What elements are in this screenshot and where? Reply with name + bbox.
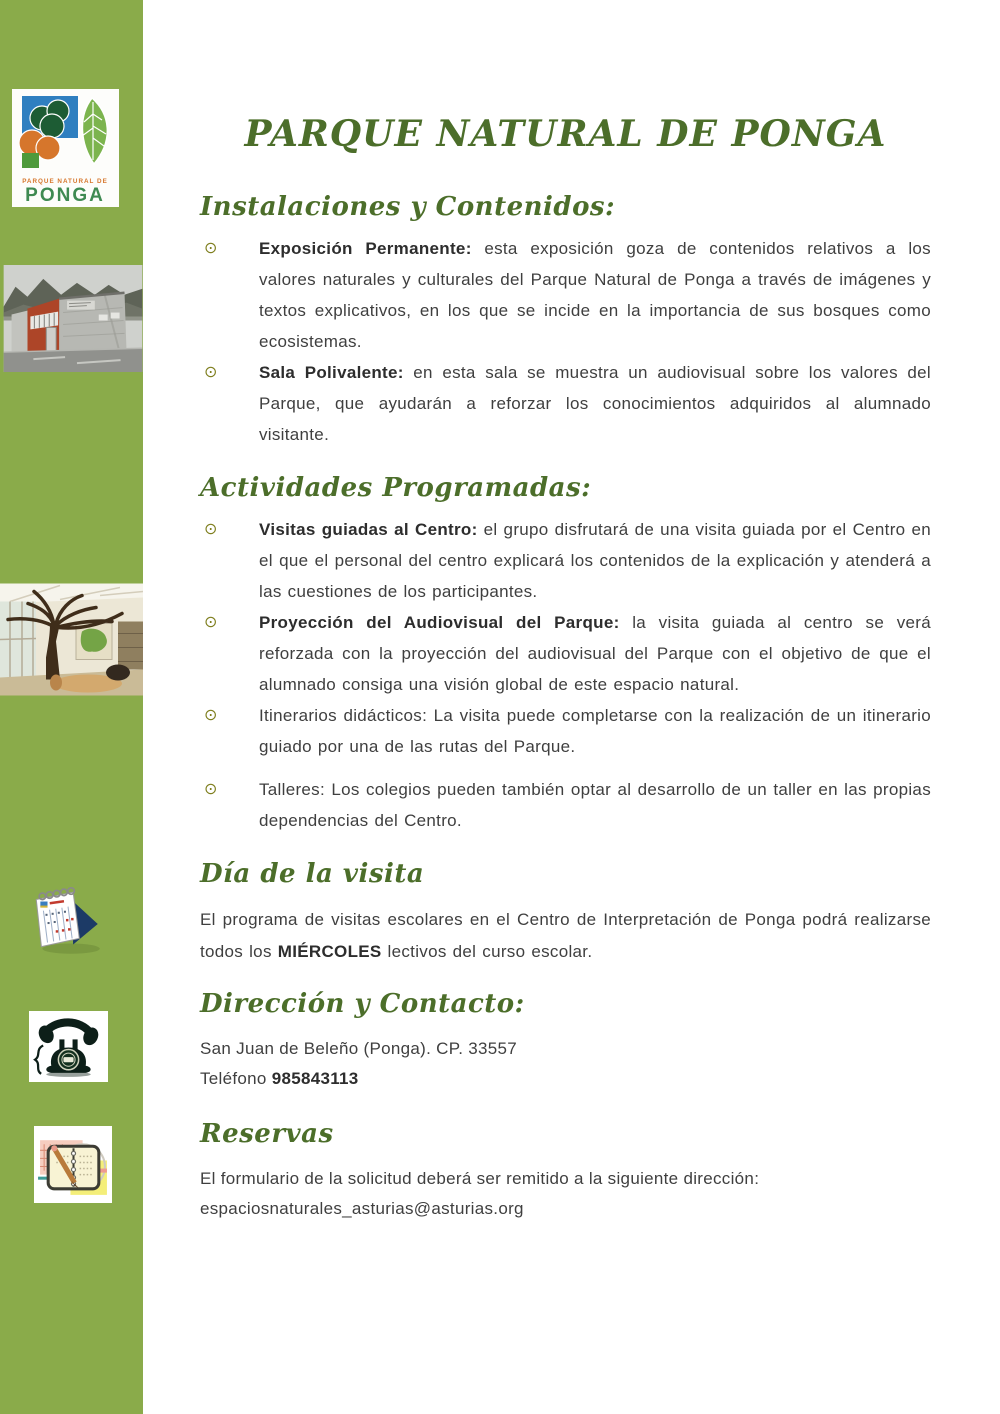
heading-actividades: Actividades Programadas: <box>200 473 592 504</box>
heading-direccion-contacto: Dirección y Contacto: <box>200 989 525 1020</box>
document-content <box>200 0 931 1224</box>
target-bullet-icon: ⊙ <box>204 364 218 382</box>
calendar-clipart <box>26 885 108 959</box>
item-text: la visita guiada al centro se verá reforzada con la proyección del audiovisual del Parque con el objetivo de que el alumnado consiga una visión global de este espacio natural. <box>259 613 931 695</box>
page-title: PARQUE NATURAL DE PONGA <box>244 113 887 155</box>
heading-reservas: Reservas <box>200 1118 334 1149</box>
heading-dia-de-la-visita: Día de la visita <box>200 859 425 890</box>
interior-tree-photo <box>0 583 143 696</box>
target-bullet-icon: ⊙ <box>204 707 218 725</box>
list-item-talleres <box>200 774 931 836</box>
dia-text-after: lectivos del curso escolar. <box>381 942 593 962</box>
target-bullet-icon: ⊙ <box>204 614 218 632</box>
target-bullet-icon: ⊙ <box>204 781 218 799</box>
item-term: Exposición Permanente: <box>259 239 472 259</box>
logo-caption-main: PONGA <box>25 185 105 206</box>
heading-instalaciones: Instalaciones y Contenidos: <box>200 192 616 223</box>
interior-tree-photo-image <box>0 583 143 696</box>
target-bullet-icon: ⊙ <box>204 521 218 539</box>
ponga-logo <box>12 89 119 207</box>
address-line: San Juan de Beleño (Ponga). CP. 33557 <box>200 1038 518 1058</box>
notebook-clipart-image <box>34 1126 112 1203</box>
dia-text-bold: MIÉRCOLES <box>277 942 382 962</box>
instalaciones-list <box>200 233 931 450</box>
item-text: esta exposición goza de contenidos relativos a los valores naturales y culturales del Parque Natural de Ponga a través de imágenes y textos explicativos, en los que se incide en la importancia de sus bosques como ecosistemas. <box>259 239 931 352</box>
item-text: el grupo disfrutará de una visita guiada por el Centro en el que el personal del centro explicará los contenidos de la explicación y atenderá a las cuestiones de los participantes. <box>259 520 932 602</box>
item-text: en esta sala se muestra un audiovisual sobre los valores del Parque, que ayudarán a reforzar los conocimientos adquiridos al alumnado visitante. <box>259 363 931 445</box>
notebook-clipart <box>34 1126 112 1203</box>
left-green-sidebar <box>0 0 143 1414</box>
reservas-instruction: El formulario de la solicitud deberá ser remitido a la siguiente dirección: <box>200 1168 760 1188</box>
item-term: Visitas guiadas al Centro: <box>259 520 478 540</box>
item-term: Proyección del Audiovisual del Parque: <box>259 613 620 633</box>
phone-number: 985843113 <box>271 1068 359 1088</box>
logo-caption-top: PARQUE NATURAL DE <box>22 178 108 185</box>
visitor-center-photo-image <box>3 265 143 372</box>
reservas-email: espaciosnaturales_asturias@asturias.org <box>200 1198 524 1218</box>
telephone-clipart <box>29 1011 108 1082</box>
list-item-sala-polivalente <box>200 357 931 450</box>
phone-line <box>200 1064 931 1094</box>
item-text: Talleres: Los colegios pueden también optar al desarrollo de un taller en las propias dependencias del Centro. <box>259 780 931 831</box>
ponga-logo-illustration <box>12 89 119 207</box>
telephone-clipart-image <box>29 1011 108 1082</box>
target-bullet-icon: ⊙ <box>204 240 218 258</box>
calendar-clipart-image <box>26 885 108 959</box>
list-item-exposicion-permanente <box>200 233 931 357</box>
list-item-visitas-guiadas <box>200 514 931 607</box>
visitor-center-photo <box>3 265 143 372</box>
item-text: Itinerarios didácticos: La visita puede completarse con la realización de un itinerario guiado por una de las rutas del Parque. <box>259 706 931 757</box>
item-term: Sala Polivalente: <box>259 363 404 383</box>
actividades-list <box>200 514 931 836</box>
dia-paragraph <box>200 904 931 968</box>
dia-text-before: El programa de visitas escolares en el Centro de Interpretación de Ponga podrá realizarse todos los <box>200 910 931 962</box>
phone-label: Teléfono <box>200 1068 272 1088</box>
list-item-itinerarios-didacticos <box>200 700 931 762</box>
list-item-proyeccion-audiovisual <box>200 607 931 700</box>
